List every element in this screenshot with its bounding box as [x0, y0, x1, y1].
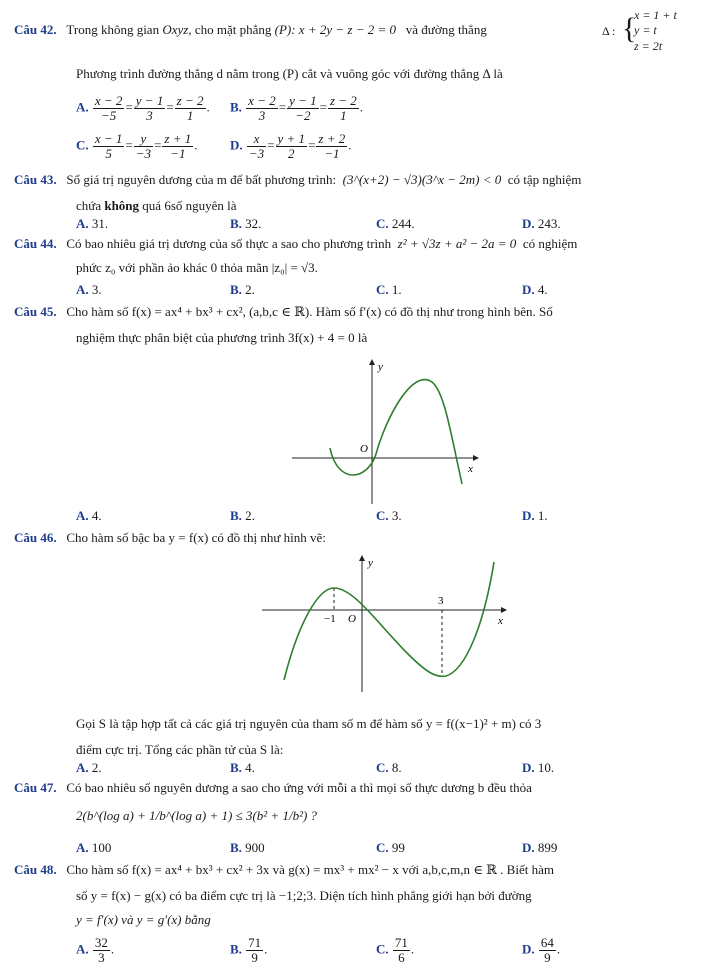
q45-option-a[interactable] [76, 508, 102, 524]
q45-option-c[interactable] [376, 508, 402, 524]
q42-plane: (P): x + 2y − z − 2 = 0 [274, 22, 396, 37]
frac-den: 3 [258, 108, 266, 123]
q42-b-label: B. [230, 99, 242, 115]
q46-stem [14, 530, 326, 546]
q45-stem [14, 304, 553, 320]
frac-num: 71 [394, 935, 408, 950]
q46-tick-minus1: −1 [324, 613, 336, 625]
q44-option-b[interactable] [230, 282, 255, 298]
opt-label: B. [230, 508, 242, 523]
opt-label: C. [376, 216, 389, 231]
frac-num: y − 1 [289, 93, 317, 108]
q46-line2: Gọi S là tập hợp tất cả các giá trị nguyên của tham số m để hàm số y = f((x−1)² + m) có 3 [76, 716, 542, 731]
q47-text: Có bao nhiêu số nguyên dương a sao cho ứng với mỗi a thì mọi số thực dương b đều thỏa [66, 780, 532, 795]
frac-den: 1 [186, 108, 194, 123]
q48-option-a[interactable]: A. $\frac{32}{3}$ . [76, 935, 115, 965]
q46-option-c[interactable] [376, 760, 402, 776]
q48-option-c[interactable]: C. $\frac{71}{6}$ . [376, 935, 415, 965]
q46-x-label: x [498, 615, 503, 627]
opt-label: B. [230, 282, 242, 297]
frac-den: −5 [101, 108, 117, 123]
q44-option-c[interactable] [376, 282, 402, 298]
opt-text: 243. [537, 216, 561, 231]
frac-den: 1 [340, 108, 347, 123]
q46-line3: điểm cực trị. Tổng các phần tử của S là: [76, 742, 284, 757]
opt-text: 3. [91, 282, 102, 297]
q48-text: Cho hàm số f(x) = ax⁴ + bx³ + cx² + 3x và g(x) = mx³ + mx² − x với a,b,c,m,n ∈ ℝ . Biết hàm [66, 862, 554, 877]
question-47 [14, 780, 714, 856]
q46-text: Cho hàm số bậc ba y = f(x) có đồ thị như hình vẽ: [66, 530, 326, 545]
q43-tail: có tập nghiệm [507, 172, 582, 187]
q44-option-d[interactable] [522, 282, 548, 298]
q44-text: Có bao nhiêu giá trị dương của số thực a sao cho phương trình [66, 236, 392, 251]
q42-option-a[interactable]: A. $\frac{x - 2}{-5}$ = $\frac{y - 1}{3}$ = $\frac{z - 2}{1}$ . [76, 93, 210, 123]
q43-option-c[interactable] [376, 216, 415, 232]
q45-label: Câu 45. [14, 304, 57, 319]
q43-line2-a: chứa [76, 198, 105, 213]
q46-y-label: y [368, 557, 373, 569]
opt-label: C. [376, 941, 389, 957]
frac-num: y + 1 [277, 131, 306, 146]
frac-num: 71 [248, 935, 262, 950]
q43-line2 [76, 198, 237, 214]
q46-option-a[interactable] [76, 760, 102, 776]
q45-origin-label: O [360, 443, 368, 455]
opt-label: A. [76, 508, 89, 523]
question-48 [14, 862, 714, 974]
opt-label: C. [376, 508, 389, 523]
q42-sys-3: z = 2t [634, 39, 663, 53]
q42-text-b: , cho mặt phẳng [188, 22, 275, 37]
frac-den: 9 [251, 950, 258, 965]
frac-den: −1 [324, 146, 340, 161]
q47-option-b[interactable] [230, 840, 265, 856]
q47-option-d[interactable] [522, 840, 557, 856]
opt-label: C. [376, 760, 389, 775]
opt-text: 1. [537, 508, 548, 523]
q42-d-label: D. [230, 137, 243, 153]
q43-option-b[interactable] [230, 216, 261, 232]
opt-label: B. [230, 760, 242, 775]
frac-num: x − 2 [248, 93, 276, 108]
q45-line2: nghiệm thực phân biệt của phương trình 3f(x) + 4 = 0 là [76, 330, 368, 345]
q42-label: Câu 42. [14, 22, 57, 37]
opt-text: 4. [245, 760, 255, 775]
frac-den: 9 [544, 950, 551, 965]
q42-sys-1: x = 1 + t [634, 8, 677, 22]
q44-line2: phức z₀ với phần ảo khác 0 thỏa mãn |z₀| = √3. [76, 260, 318, 275]
question-46 [14, 530, 714, 775]
frac-num: z + 2 [318, 131, 346, 146]
opt-text: 10. [537, 760, 555, 775]
opt-label: D. [522, 760, 535, 775]
q42-text-a: Trong không gian [66, 22, 163, 37]
frac-den: 3 [98, 950, 105, 965]
opt-text: 2. [245, 508, 255, 523]
q43-option-d[interactable] [522, 216, 561, 232]
frac-den: 2 [288, 146, 295, 161]
opt-label: D. [522, 941, 535, 957]
q42-option-b[interactable]: B. $\frac{x - 2}{3}$ = $\frac{y - 1}{-2}$ = $\frac{z - 2}{1}$ . [230, 93, 364, 123]
q42-c-label: C. [76, 137, 89, 153]
frac-num: x − 1 [94, 131, 123, 146]
frac-num: x [247, 132, 266, 147]
opt-text: 8. [391, 760, 402, 775]
q48-option-d[interactable]: D. $\frac{64}{9}$ . [522, 935, 561, 965]
q43-line2-c: quá 6số nguyên là [139, 198, 237, 213]
frac-num: z − 2 [329, 93, 357, 108]
opt-label: B. [230, 216, 242, 231]
q43-text: Số giá trị nguyên dương của m để bất phương trình: [66, 172, 337, 187]
opt-label: B. [230, 941, 242, 957]
q44-equation: z² + √3z + a² − 2a = 0 [397, 236, 517, 251]
question-42 [14, 8, 714, 168]
q46-tick-3: 3 [438, 595, 444, 607]
q45-x-label: x [468, 463, 473, 475]
q44-option-a[interactable] [76, 282, 102, 298]
opt-text: 900 [245, 840, 265, 855]
question-45 [14, 304, 714, 526]
q42-oxyz: Oxyz [162, 22, 189, 37]
opt-text: 1. [391, 282, 402, 297]
q48-line3: y = f′(x) và y = g′(x) bằng [76, 912, 211, 927]
q46-origin-label: O [348, 613, 356, 625]
q42-option-c[interactable]: C. $\frac{x - 1}{5}$ = $\frac{y}{-3}$ = $\frac{z + 1}{-1}$ . [76, 131, 198, 161]
opt-text: 32. [245, 216, 262, 231]
frac-den: −3 [135, 146, 152, 161]
opt-text: 899 [537, 840, 558, 855]
q47-inequality: 2(b^(log a) + 1/b^(log a) + 1) ≤ 3(b² + 1/b²) ? [76, 808, 318, 823]
q45-option-d[interactable] [522, 508, 548, 524]
frac-num: y [134, 132, 153, 147]
frac-num: 32 [94, 935, 108, 950]
q45-y-label: y [378, 361, 383, 373]
frac-den: −2 [295, 108, 311, 123]
q42-delta: Δ : [602, 24, 616, 38]
q47-label: Câu 47. [14, 780, 57, 795]
q42-text-c: và đường thẳng [402, 22, 487, 37]
opt-label: D. [522, 216, 535, 231]
opt-text: 31. [91, 216, 109, 231]
q46-graph [258, 554, 508, 694]
opt-text: 2. [245, 282, 255, 297]
opt-text: 100 [91, 840, 112, 855]
q42-a-label: A. [76, 99, 89, 115]
q45-graph [292, 358, 482, 508]
q47-stem [14, 780, 532, 796]
q45-text: Cho hàm số f(x) = ax⁴ + bx³ + cx², (a,b,c ∈ ℝ). Hàm số f′(x) có đồ thị như trong hình bên. Số [66, 304, 553, 319]
opt-label: C. [376, 840, 389, 855]
opt-label: D. [522, 840, 535, 855]
q44-label: Câu 44. [14, 236, 57, 251]
frac-num: y − 1 [135, 93, 164, 108]
q48-stem [14, 862, 554, 878]
q42-option-d[interactable]: D. $\frac{x}{-3}$ = $\frac{y + 1}{2}$ = $\frac{z + 2}{-1}$ . [230, 131, 352, 161]
q47-option-a[interactable] [76, 840, 111, 856]
opt-label: A. [76, 941, 89, 957]
frac-den: −3 [248, 146, 265, 161]
frac-den: 6 [398, 950, 405, 965]
q44-tail: có nghiệm [522, 236, 578, 251]
opt-text: 4. [91, 508, 102, 523]
q44-stem [14, 236, 577, 252]
q42-brace: { [622, 12, 637, 45]
q46-curve [284, 562, 494, 680]
frac-num: 64 [540, 935, 554, 950]
opt-text: 4. [537, 282, 548, 297]
opt-text: 2. [91, 760, 102, 775]
opt-text: 99 [391, 840, 405, 855]
q43-label: Câu 43. [14, 172, 57, 187]
frac-num: z + 1 [164, 131, 192, 146]
opt-label: A. [76, 216, 89, 231]
q43-option-a[interactable] [76, 216, 108, 232]
opt-label: C. [376, 282, 389, 297]
opt-label: A. [76, 282, 89, 297]
q46-option-b[interactable] [230, 760, 255, 776]
opt-label: D. [522, 282, 535, 297]
q48-line2: số y = f(x) − g(x) có ba điểm cực trị là −1;2;3. Diện tích hình phẳng giới hạn bởi đường [76, 888, 532, 903]
question-43 [14, 170, 714, 230]
q48-label: Câu 48. [14, 862, 57, 877]
opt-label: B. [230, 840, 242, 855]
q42-stem [14, 22, 487, 38]
opt-label: D. [522, 508, 535, 523]
opt-label: A. [76, 760, 89, 775]
q43-stem [14, 172, 581, 188]
opt-label: A. [76, 840, 89, 855]
question-44 [14, 236, 714, 296]
q43-line2-bold: không [104, 198, 140, 213]
frac-num: x − 2 [94, 93, 123, 108]
q42-sys-2: y = t [634, 23, 657, 37]
opt-text: 244. [391, 216, 415, 231]
frac-den: −1 [170, 146, 186, 161]
q45-option-b[interactable] [230, 508, 255, 524]
frac-den: 5 [105, 146, 112, 161]
q45-curve [330, 380, 462, 484]
q42-line2: Phương trình đường thẳng d nằm trong (P) cắt và vuông góc với đường thẳng Δ là [76, 66, 503, 81]
opt-text: 3. [391, 508, 402, 523]
q48-option-b[interactable]: B. $\frac{71}{9}$ . [230, 935, 268, 965]
q47-option-c[interactable] [376, 840, 405, 856]
q46-label: Câu 46. [14, 530, 57, 545]
q43-inequality: (3^(x+2) − √3)(3^x − 2m) < 0 [342, 172, 502, 187]
frac-den: 3 [146, 108, 153, 123]
frac-num: z − 2 [176, 93, 204, 108]
q46-option-d[interactable] [522, 760, 554, 776]
